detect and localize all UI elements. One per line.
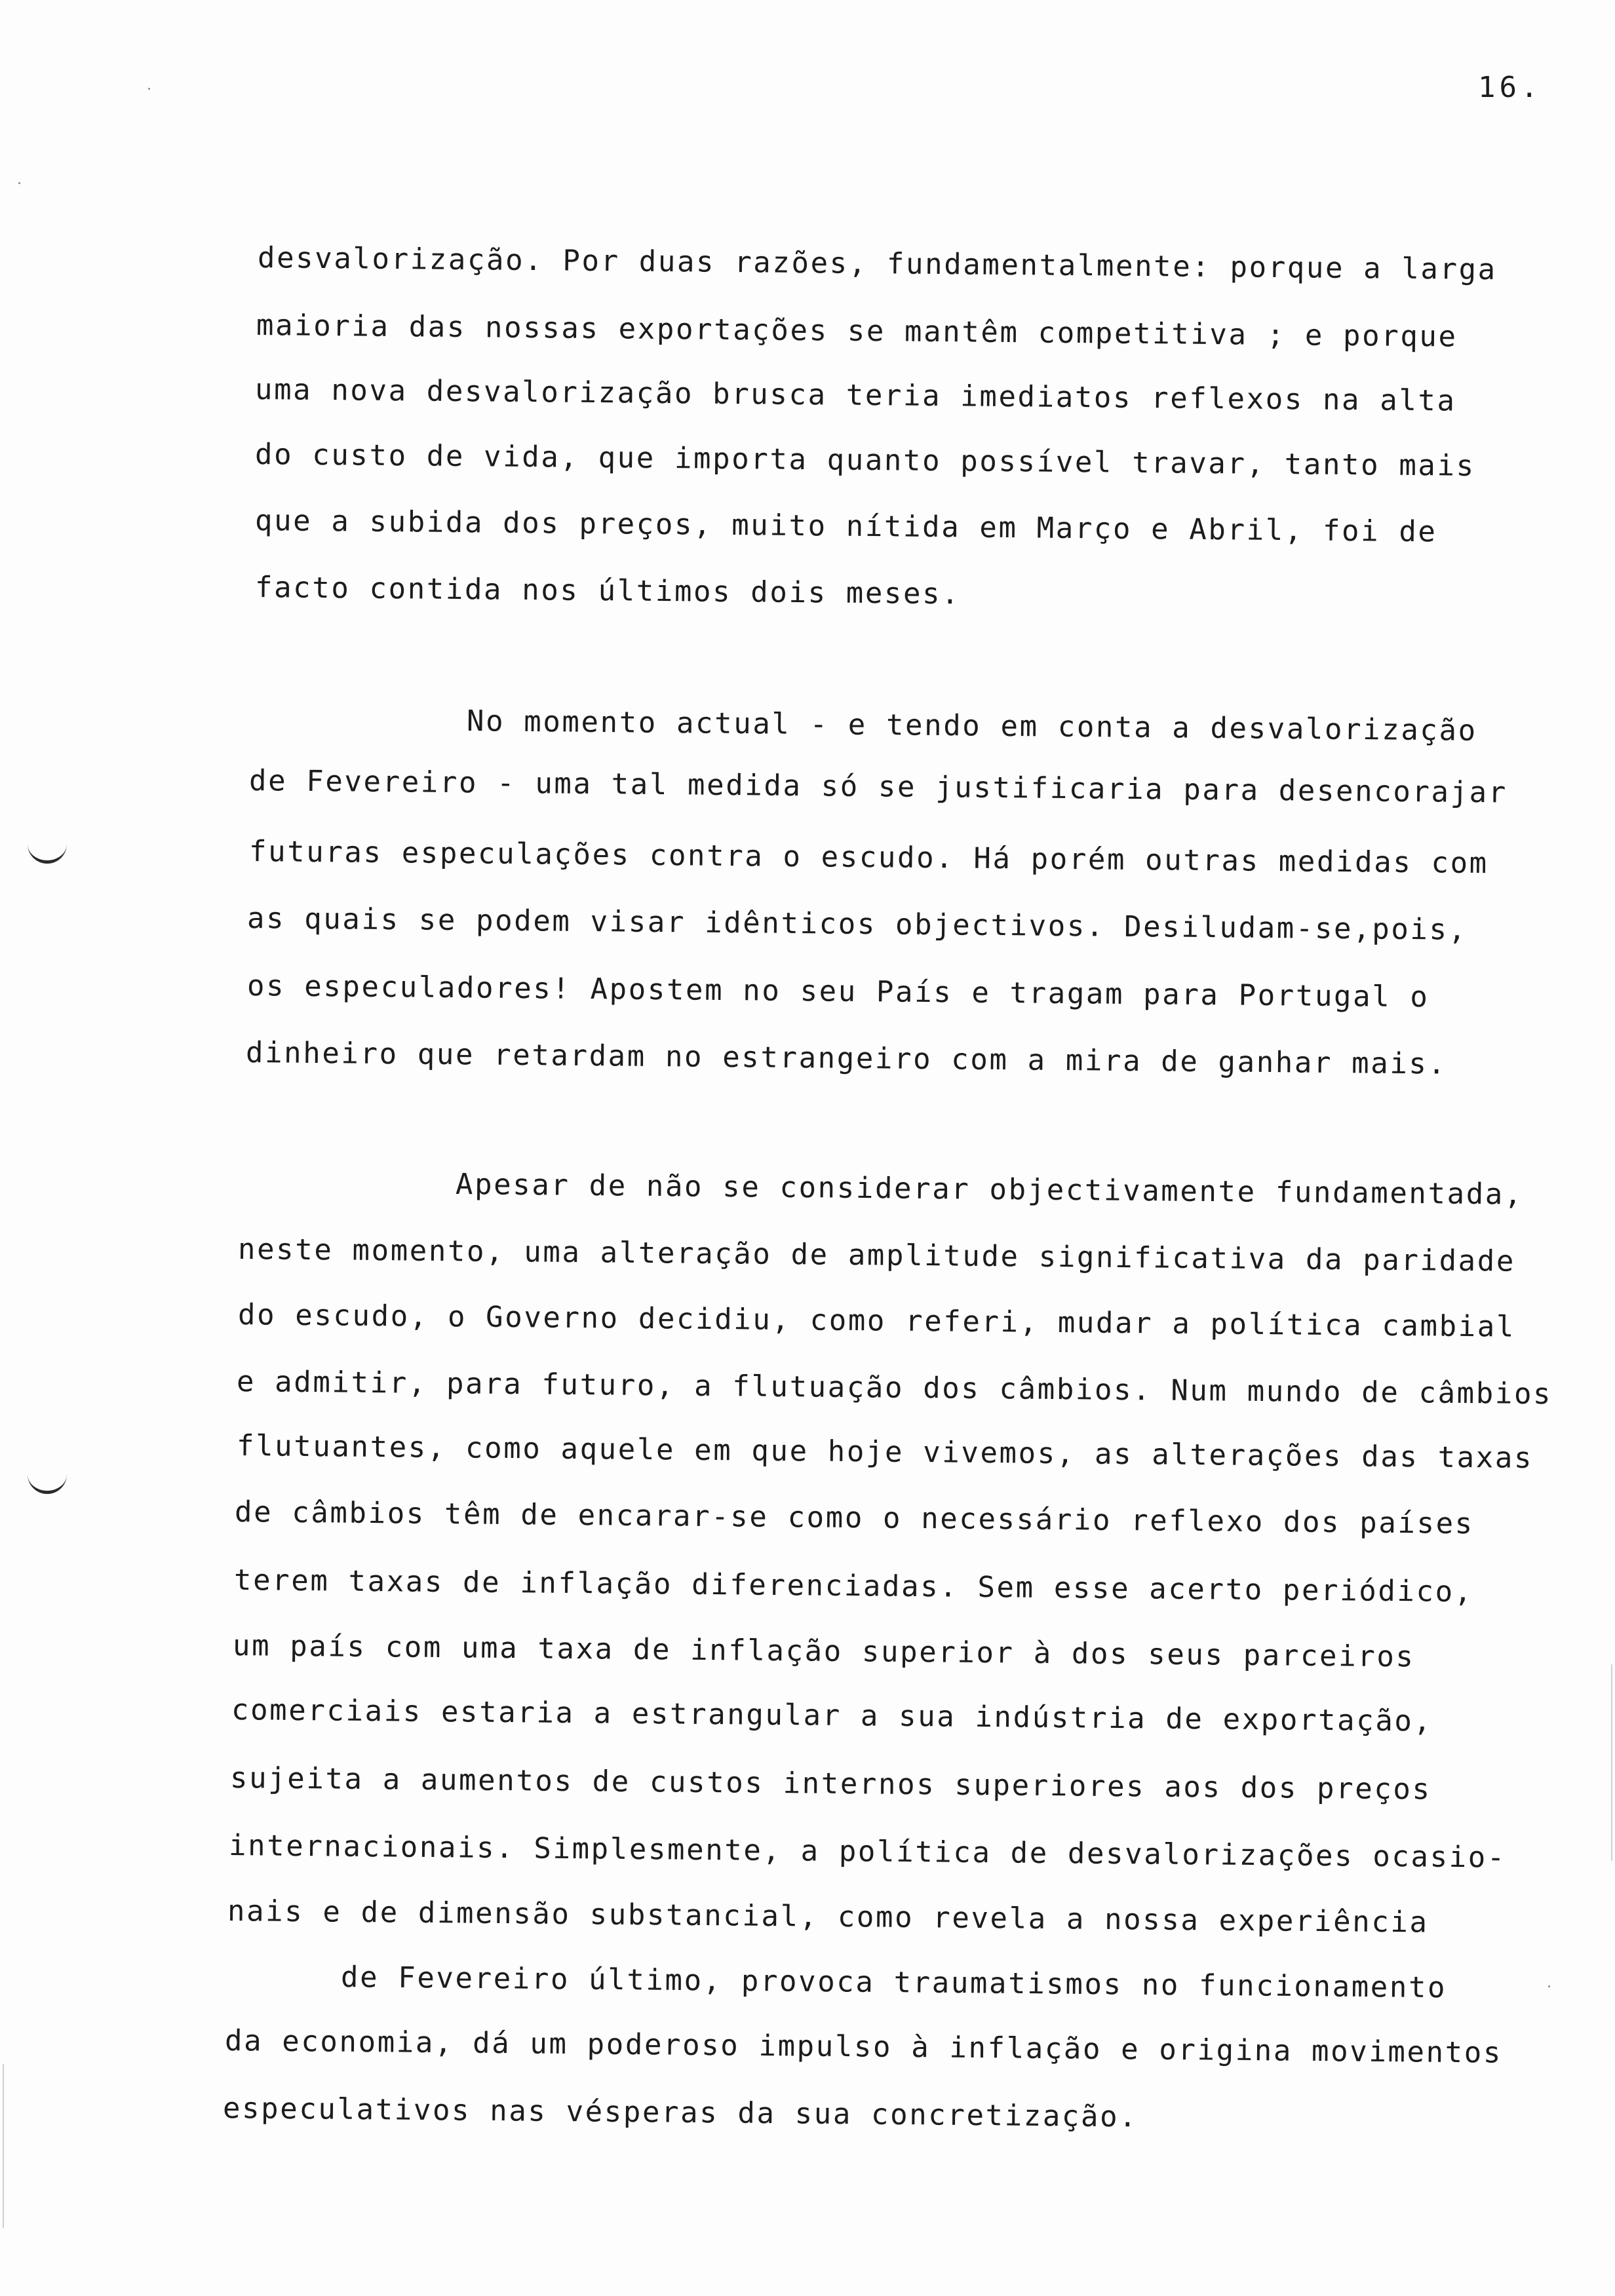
- text-line: flutuantes, como aquele em que hoje vivemos, as alterações das taxas: [236, 1429, 1534, 1475]
- text-line: da economia, dá um poderoso impulso à inflação e origina movimentos: [224, 2024, 1503, 2070]
- text-line: facto contida nos últimos dois meses.: [254, 571, 961, 611]
- text-line: os especuladores! Apostem no seu País e tragam para Portugal o: [246, 969, 1430, 1014]
- scan-speck: [1548, 1985, 1550, 1987]
- text-line: de câmbios têm de encarar-se como o necessário reflexo dos países: [234, 1495, 1475, 1541]
- text-line: de Fevereiro último, provoca traumatismos no funcionamento: [340, 1961, 1447, 2005]
- scan-speck: [18, 182, 20, 184]
- text-line: desvalorização. Por duas razões, fundamentalmente: porque a larga: [257, 241, 1498, 287]
- text-line: terem taxas de inflação diferenciadas. Sem esse acerto periódico,: [233, 1563, 1474, 1609]
- text-line: e admitir, para futuro, a flutuação dos câmbios. Num mundo de câmbios: [236, 1365, 1553, 1411]
- text-line: neste momento, uma alteração de amplitude significativa da paridade: [237, 1233, 1516, 1278]
- text-line: de Fevereiro - uma tal medida só se justificaria para desencorajar: [248, 764, 1508, 810]
- text-line: No momento actual - e tendo em conta a desvalorização: [466, 704, 1477, 748]
- text-line: comerciais estaria a estrangular a sua indústria de exportação,: [231, 1693, 1433, 1738]
- text-line: internacionais. Simplesmente, a política de desvalorizações ocasio-: [228, 1829, 1507, 1875]
- scan-edge: [1611, 1664, 1612, 1861]
- text-line: maioria das nossas exportações se mantêm competitiva ; e porque: [256, 309, 1458, 354]
- text-line: que a subida dos preços, muito nítida em Março e Abril, foi de: [254, 504, 1437, 549]
- page-number: 16.: [1478, 71, 1542, 104]
- margin-mark: [28, 841, 67, 864]
- text-line: do escudo, o Governo decidiu, como referi, mudar a política cambial: [237, 1298, 1516, 1344]
- text-line: Apesar de não se considerar objectivamente fundamentada,: [455, 1168, 1524, 1212]
- text-line: dinheiro que retardam no estrangeiro com a mira de ganhar mais.: [245, 1036, 1447, 1081]
- text-line: sujeita a aumentos de custos internos superiores aos dos preços: [229, 1761, 1431, 1807]
- text-line: nais e de dimensão substancial, como revela a nossa experiência: [227, 1894, 1429, 1940]
- scan-speck: [148, 88, 150, 90]
- scan-edge: [3, 2064, 4, 2228]
- text-line: as quais se podem visar idênticos objectivos. Desiludam-se,pois,: [246, 902, 1468, 947]
- text-line: uma nova desvalorização brusca teria imediatos reflexos na alta: [254, 373, 1456, 418]
- text-line: especulativos nas vésperas da sua concretização.: [222, 2092, 1138, 2134]
- text-line: um país com uma taxa de inflação superior à dos seus parceiros: [232, 1629, 1415, 1674]
- margin-mark: [28, 1471, 67, 1494]
- text-line: do custo de vida, que importa quanto possível travar, tanto mais: [254, 438, 1475, 483]
- text-line: futuras especulações contra o escudo. Há porém outras medidas com: [248, 835, 1489, 881]
